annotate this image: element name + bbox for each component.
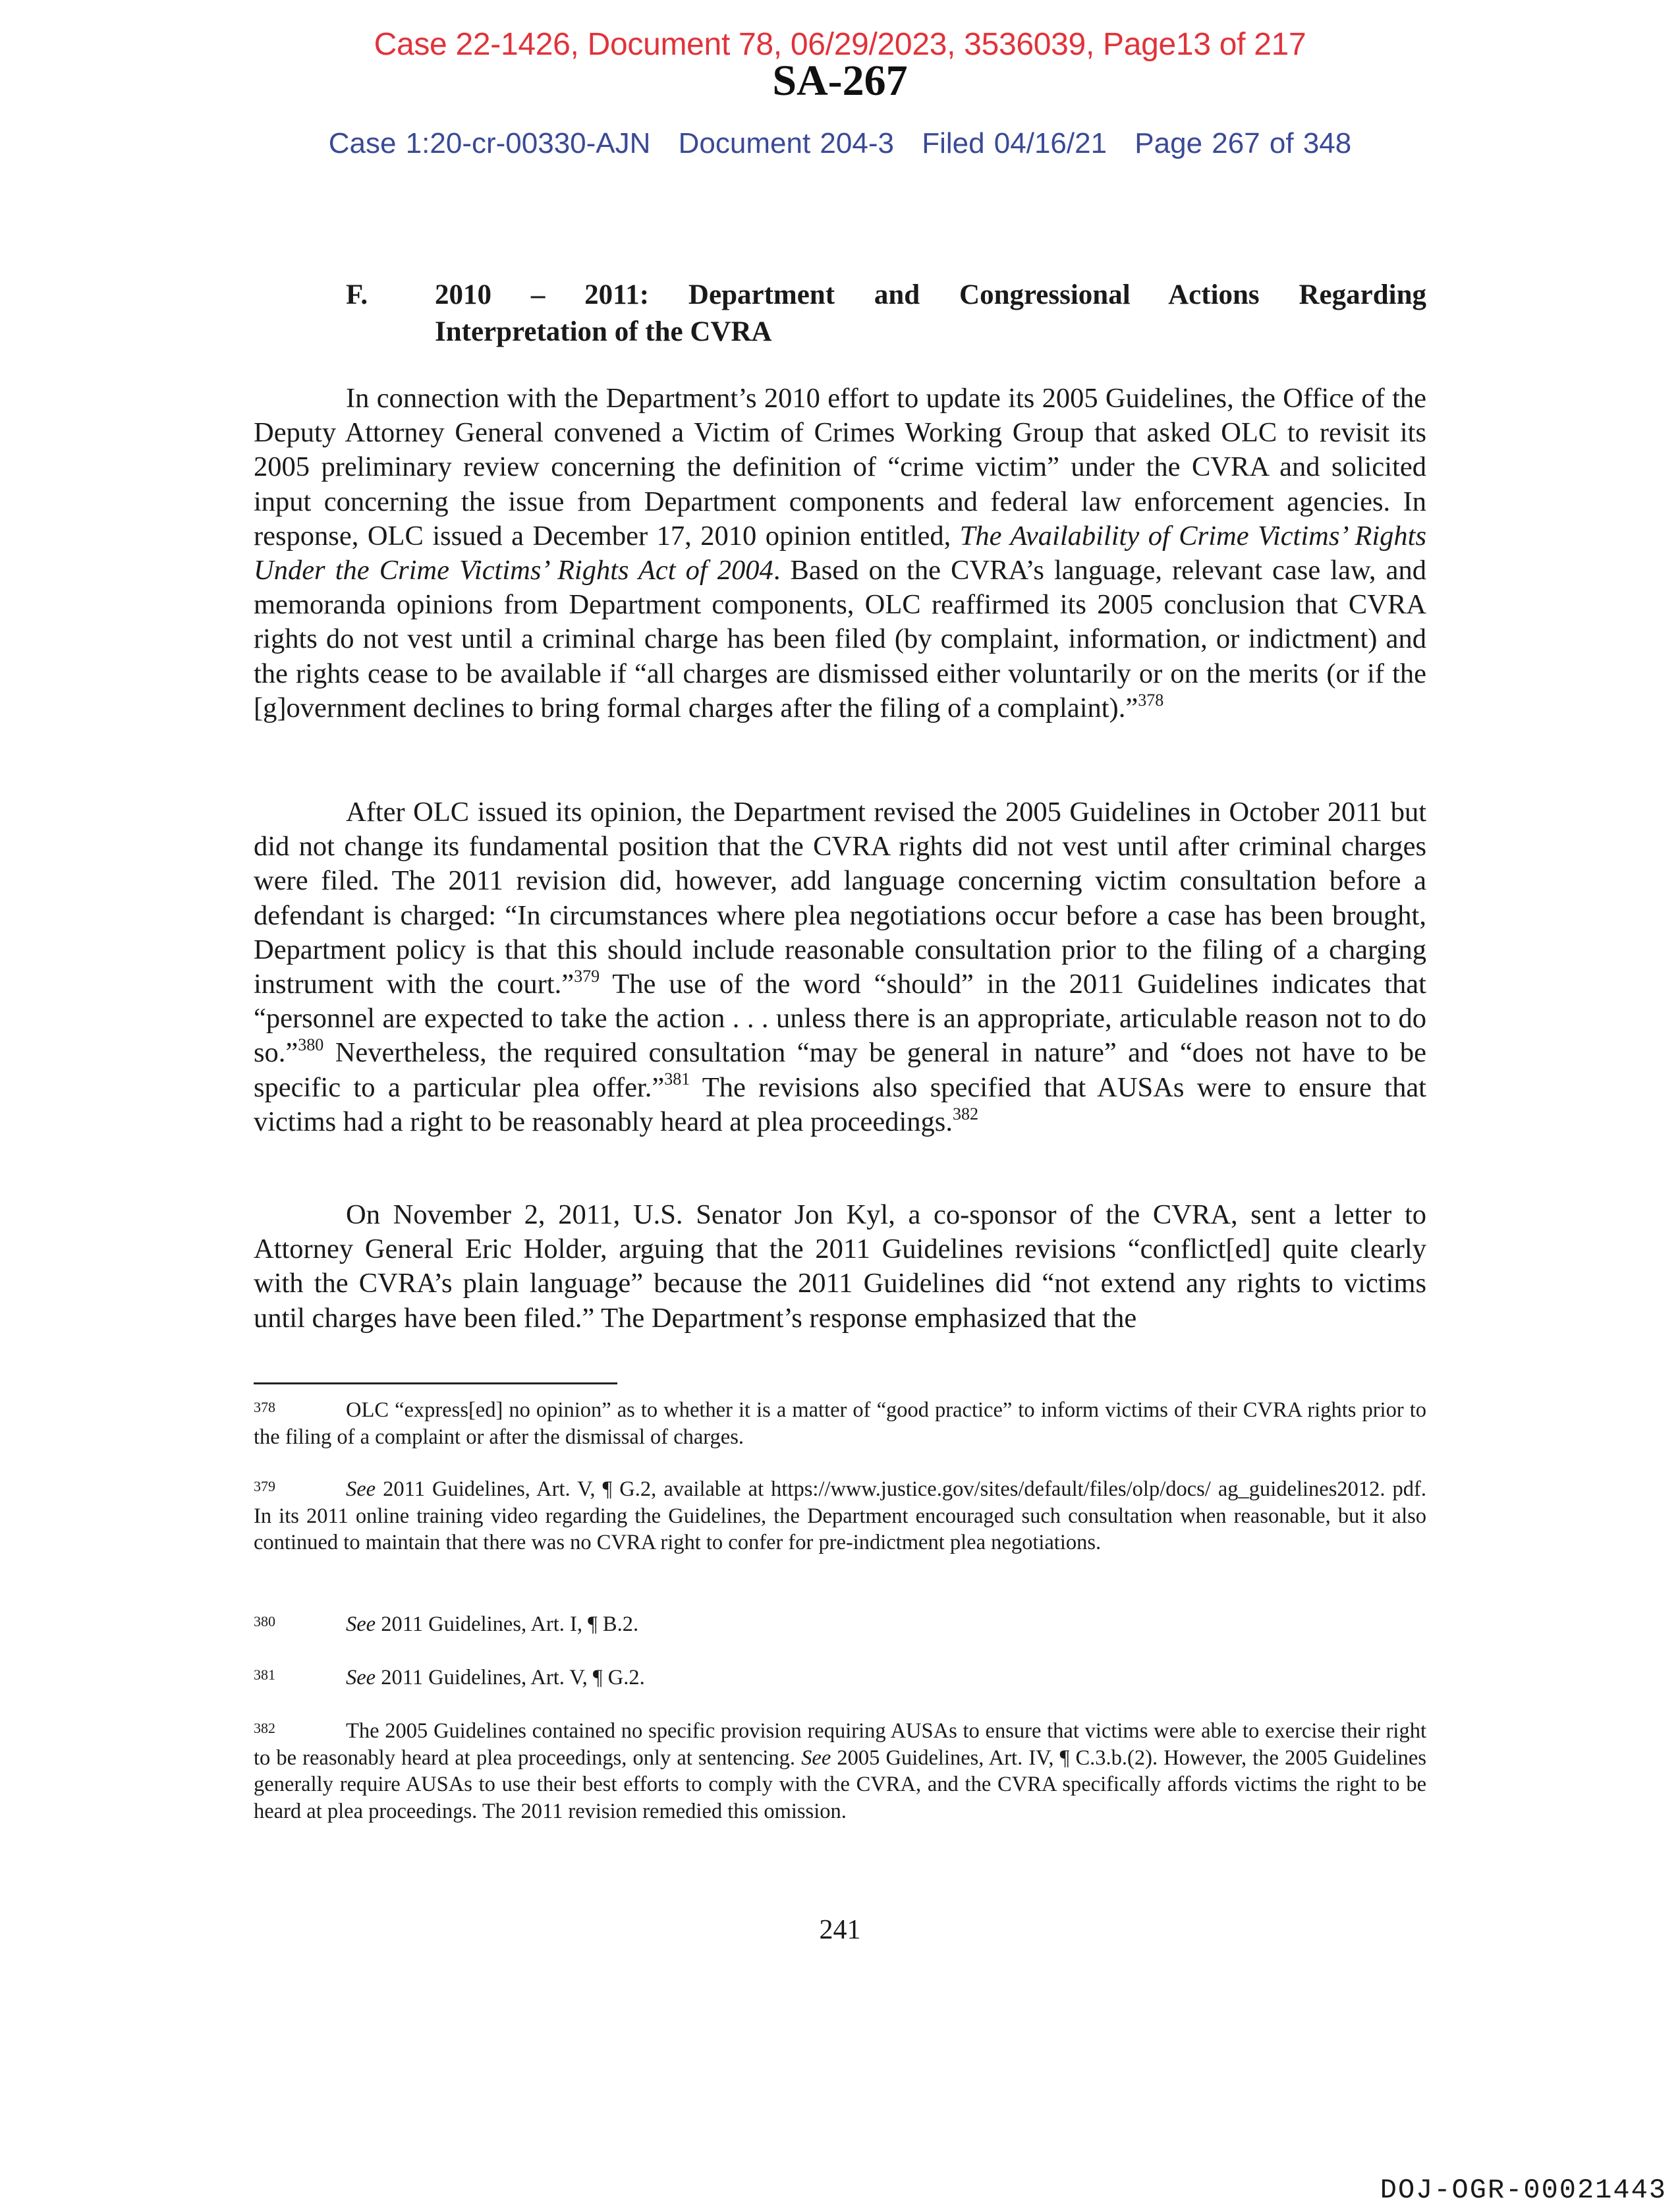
footnote-reference: 382 [952,1104,978,1123]
italic-text: See [346,1477,376,1501]
text-run: . Based on the CVRA’s language, relevant case law, and memoranda opinions from Department components, OLC reaffirmed its 2005 conclusion that CVRA rights do not vest until a criminal charge has been filed (by complaint, information, or indictment) and the rights cease to be available if “all charges are dismissed either voluntarily or on the merits (or if the [g]overnment declines to bring formal charges after the filing of a complaint).” [254,555,1426,723]
footnote-number: 378 [254,1399,275,1415]
section-title-line-1: 2010 – 2011: Department and Congressional Actions Regarding [435,279,1426,310]
section-title [435,277,1426,351]
text-run: 2011 Guidelines, Art. V, ¶ G.2. [376,1666,645,1689]
italic-text: See [346,1666,376,1689]
district-document-number: Document 204-3 [678,127,894,159]
text-run: Nevertheless, the required consultation “may be general in nature” and “does not have to be specific to a particular plea offer.” [254,1037,1426,1103]
text-run: The use of the word “should” in the 2011 Guidelines indicates that “personnel are expected to take the action . . . unless there is an appropriate, articulable reason not to do so.” [254,969,1426,1069]
text-run: In connection with the Department’s 2010 effort to update its 2005 Guidelines, the Office of the Deputy Attorney General convened a Victim of Crimes Working Group that asked OLC to revisit its 2005 preliminary review concerning the definition of “crime victim” under the CVRA and solicited input concerning the issue from Department components and federal law enforcement agencies. In response, OLC issued a December 17, 2010 opinion entitled, [254,383,1426,552]
section-letter: F. [346,279,368,310]
footnote-number: 382 [254,1720,275,1736]
text-run: OLC “express[ed] no opinion” as to whether it is a matter of “good practice” to inform victims of their CVRA rights prior to the filing of a complaint or after the dismissal of charges. [254,1398,1426,1449]
district-case-stamp [0,127,1680,161]
footnote [254,1397,1426,1450]
page-number: 241 [819,1915,861,1945]
appellate-case-stamp: Case 22-1426, Document 78, 06/29/2023, 3536039, Page13 of 217 [374,27,1306,62]
district-page-count: Page 267 of 348 [1134,127,1352,159]
text-run: On November 2, 2011, U.S. Senator Jon Kyl, a co-sponsor of the CVRA, sent a letter to Attorney General Eric Holder, arguing that the 2011 Guidelines revisions “conflict[ed] quite clearly with the CVRA’s plain language” because the 2011 Guidelines did “not extend any rights to victims until charges have been filed.” The Department’s response emphasized that the [254,1199,1426,1334]
footnote-number: 379 [254,1478,275,1494]
text-run: The 2005 Guidelines contained no specific provision requiring AUSAs to ensure that victims were able to exercise their right to be reasonably heard at plea proceedings, only at sentencing. [254,1719,1426,1770]
footnote-separator [254,1382,617,1384]
footnote [254,1611,1426,1638]
italic-text: The Availability of Crime Victims’ Rights Under the Crime Victims’ Rights Act of 2004 [254,520,1426,586]
text-run: 2011 Guidelines, Art. I, ¶ B.2. [376,1612,639,1636]
footnote [254,1664,1426,1691]
footnote-reference: 378 [1138,690,1164,710]
text-run: 2011 Guidelines, Art. V, ¶ G.2, available at https://www.justice.gov/sites/default/files/olp/docs/ ag_guidelines2012. pdf. In its 2011 online training video regarding the Guidelines, the Department encouraged such consultation when reasonable, but it also continued to maintain that there was no CVRA right to confer for pre-indictment plea negotiations. [254,1477,1426,1554]
text-run: 2005 Guidelines, Art. IV, ¶ C.3.b.(2). However, the 2005 Guidelines generally require AUSAs to use their best efforts to comply with the CVRA, and the CVRA specifically affords victims the right to be heard at plea proceedings. The 2011 revision remedied this omission. [254,1745,1426,1823]
text-run: After OLC issued its opinion, the Department revised the 2005 Guidelines in October 2011 but did not change its fundamental position that the CVRA rights did not vest until after criminal charges were filed. The 2011 revision did, however, add language concerning victim consultation before a defendant is charged: “In circumstances where plea negotiations occur before a case has been brought, Department policy is that this should include reasonable consultation prior to the filing of a charging instrument with the court.” [254,797,1426,1000]
footnote [254,1718,1426,1825]
italic-text: See [346,1612,376,1636]
footnote-reference: 379 [574,966,600,986]
footnote-reference: 381 [664,1069,690,1089]
footnote-reference: 380 [298,1035,324,1055]
footnote [254,1476,1426,1556]
section-title-line-2: Interpretation of the CVRA [435,316,772,347]
district-case-number: Case 1:20-cr-00330-AJN [328,127,651,159]
text-run: The revisions also specified that AUSAs were to ensure that victims had a right to be reasonably heard at plea proceedings. [254,1071,1426,1137]
italic-text: See [801,1745,831,1770]
body-paragraph [254,382,1426,725]
footnote-number: 380 [254,1613,275,1630]
sa-page-number: SA-267 [772,57,908,105]
body-paragraph [254,1198,1426,1336]
district-filed-date: Filed 04/16/21 [922,127,1107,159]
footnote-number: 381 [254,1666,275,1683]
body-paragraph [254,795,1426,1139]
bates-number: DOJ-OGR-00021443 [1380,2174,1667,2206]
